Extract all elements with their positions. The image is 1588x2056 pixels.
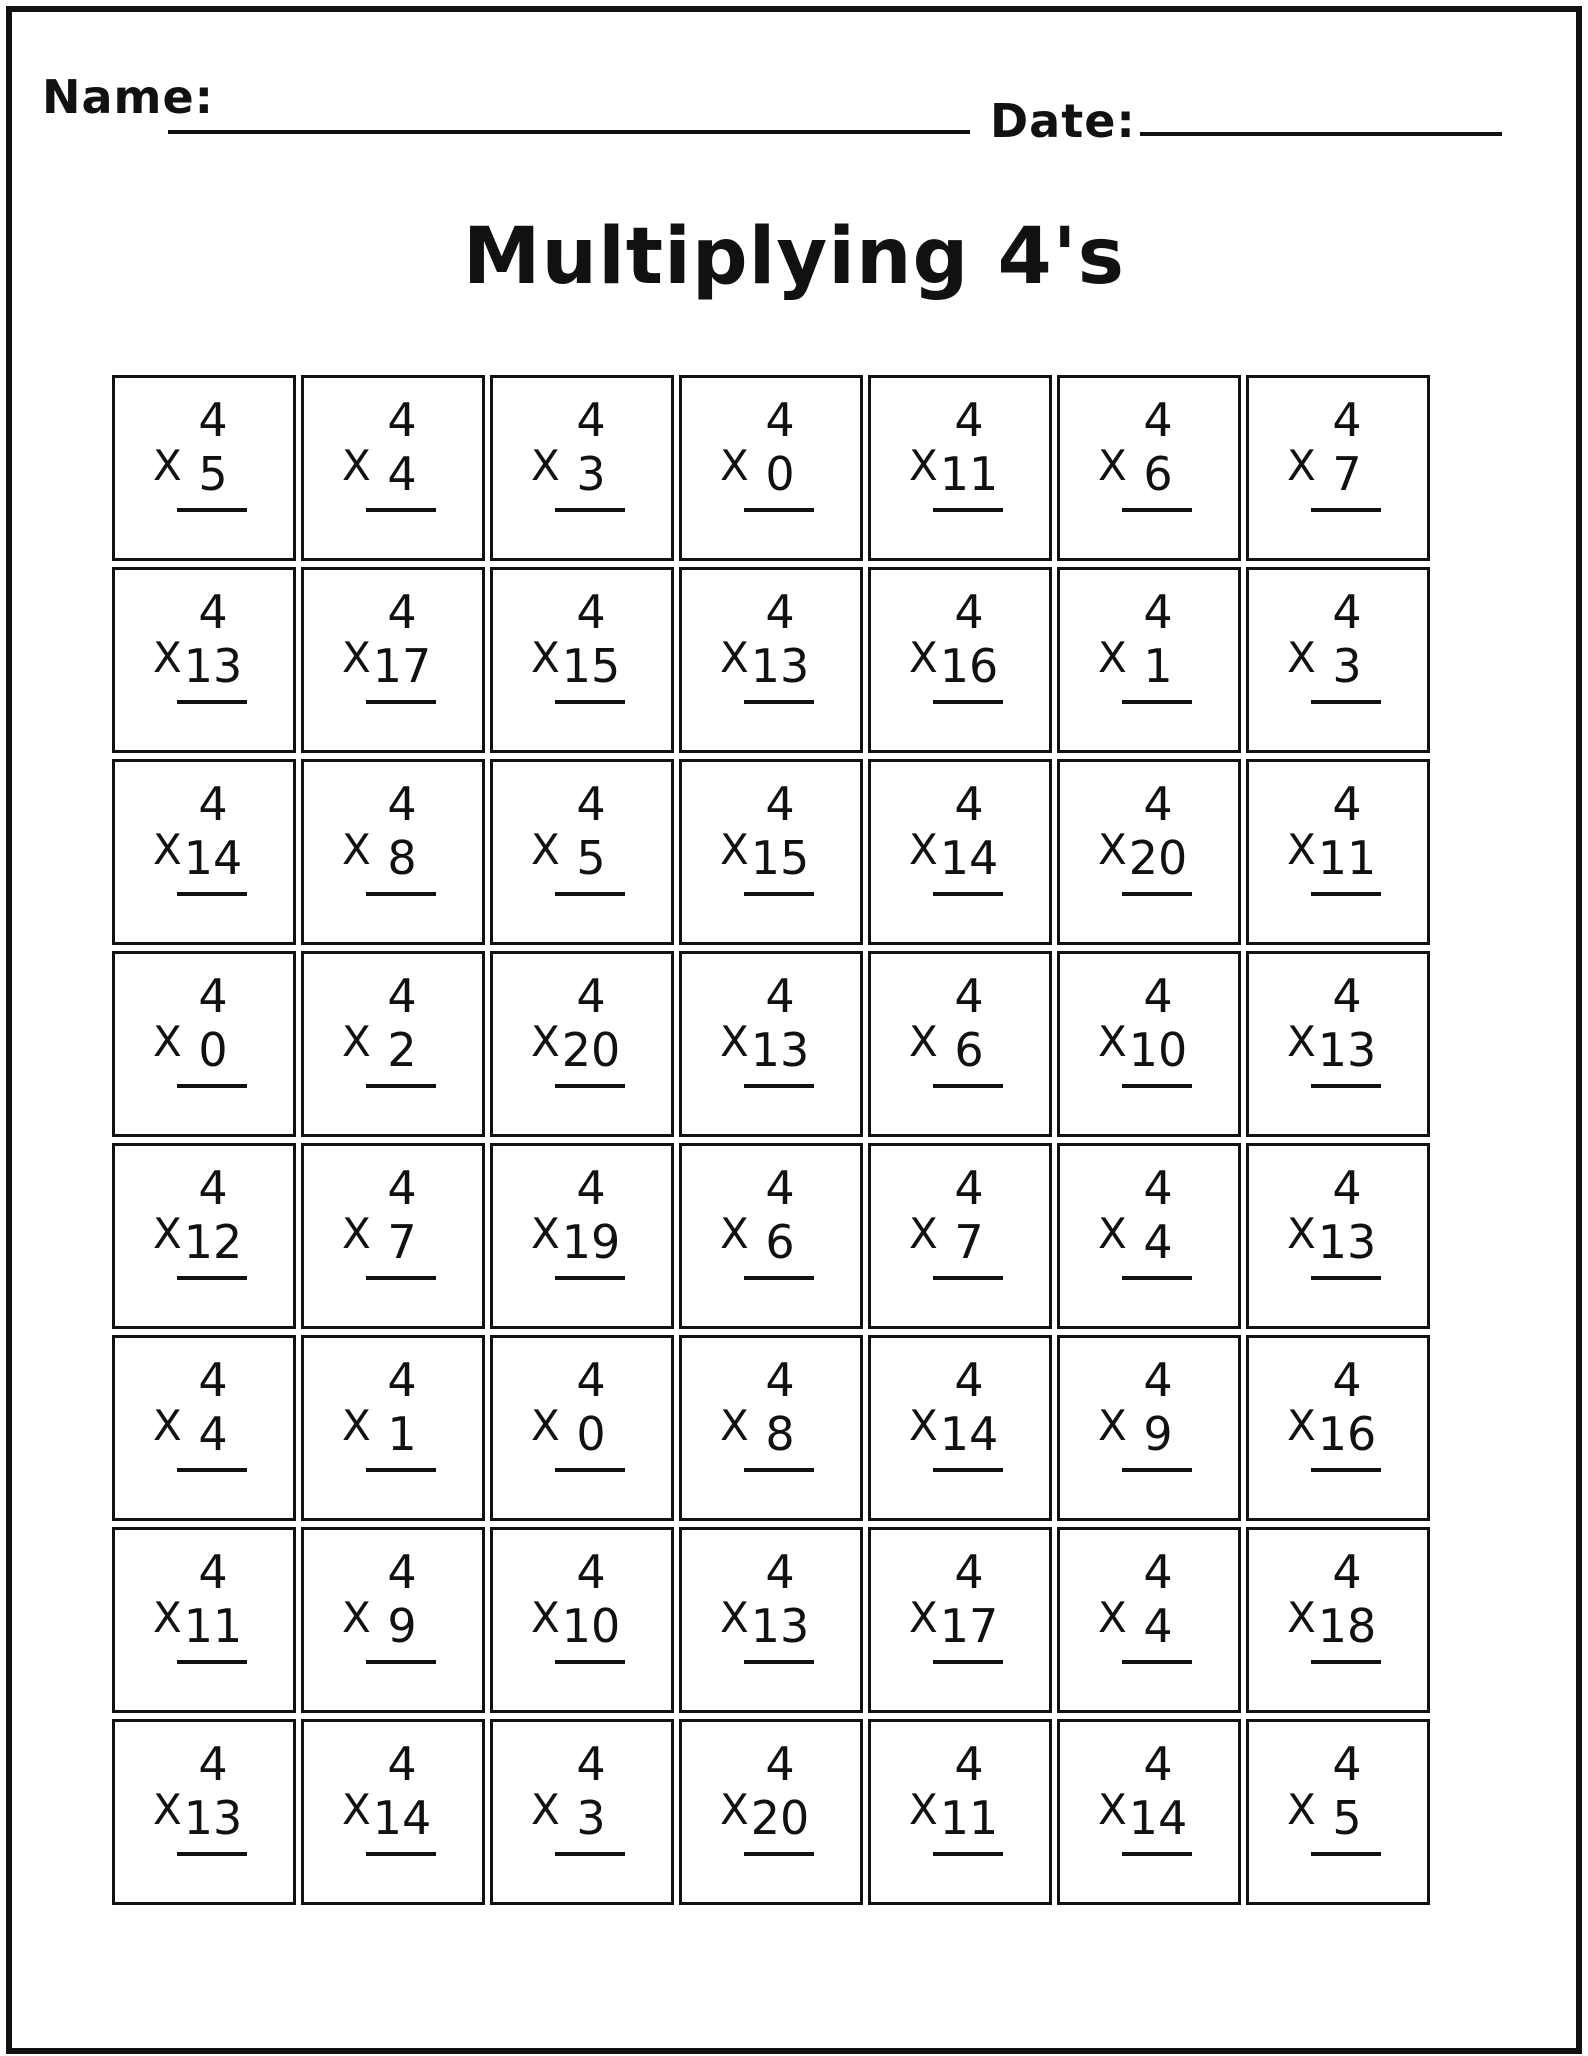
problem-cell: [1057, 951, 1241, 1137]
multiplier: 6: [1143, 447, 1173, 501]
times-sign: X: [909, 633, 938, 682]
problem-cell: [679, 1719, 863, 1905]
multiplicand: 4: [1332, 1545, 1362, 1599]
multiplicand: 4: [387, 777, 417, 831]
multiplier: 20: [1128, 831, 1188, 885]
problem-cell: [490, 375, 674, 561]
worksheet-header: [30, 70, 1530, 148]
multiplicand: 4: [1332, 393, 1362, 447]
answer-line[interactable]: [1311, 1852, 1381, 1856]
multiplier: 18: [1317, 1599, 1377, 1653]
times-sign: X: [1287, 1593, 1316, 1642]
problem-cell: [301, 951, 485, 1137]
multiplier: 10: [1128, 1023, 1188, 1077]
multiplier: 3: [576, 1791, 606, 1845]
multiplier: 0: [765, 447, 795, 501]
multiplicand: 4: [1143, 585, 1173, 639]
times-sign: X: [342, 1593, 371, 1642]
times-sign: X: [1098, 1593, 1127, 1642]
problem-cell: [1057, 567, 1241, 753]
answer-line[interactable]: [744, 700, 814, 704]
answer-line[interactable]: [366, 1660, 436, 1664]
multiplier: 16: [939, 639, 999, 693]
date-field[interactable]: [1140, 132, 1502, 136]
multiplicand: 4: [576, 1545, 606, 1599]
times-sign: X: [531, 633, 560, 682]
times-sign: X: [909, 1209, 938, 1258]
multiplicand: 4: [1143, 777, 1173, 831]
answer-line[interactable]: [1311, 1276, 1381, 1280]
problem-cell: [112, 1335, 296, 1521]
answer-line[interactable]: [933, 1468, 1003, 1472]
multiplicand: 4: [954, 1161, 984, 1215]
problem-cell: [868, 1719, 1052, 1905]
answer-line[interactable]: [1122, 1084, 1192, 1088]
problem-cell: [868, 375, 1052, 561]
times-sign: X: [720, 1785, 749, 1834]
multiplicand: 4: [1143, 969, 1173, 1023]
times-sign: X: [1287, 1209, 1316, 1258]
name-field[interactable]: [168, 130, 970, 134]
times-sign: X: [1098, 1401, 1127, 1450]
problem-cell: [868, 951, 1052, 1137]
multiplier: 7: [954, 1215, 984, 1269]
multiplicand: 4: [198, 1353, 228, 1407]
times-sign: X: [1098, 1785, 1127, 1834]
multiplier: 8: [387, 831, 417, 885]
multiplicand: 4: [576, 1737, 606, 1791]
times-sign: X: [1287, 441, 1316, 490]
multiplicand: 4: [198, 1161, 228, 1215]
multiplier: 1: [1143, 639, 1173, 693]
answer-line[interactable]: [555, 508, 625, 512]
answer-line[interactable]: [1311, 508, 1381, 512]
multiplicand: 4: [387, 1545, 417, 1599]
multiplicand: 4: [198, 777, 228, 831]
answer-line[interactable]: [1122, 1276, 1192, 1280]
problem-cell: [679, 1527, 863, 1713]
problem-cell: [301, 759, 485, 945]
multiplier: 17: [372, 639, 432, 693]
answer-line[interactable]: [744, 1276, 814, 1280]
problem-cell: [1246, 1527, 1430, 1713]
times-sign: X: [720, 633, 749, 682]
times-sign: X: [153, 1401, 182, 1450]
times-sign: X: [342, 1401, 371, 1450]
answer-line[interactable]: [366, 1852, 436, 1856]
answer-line[interactable]: [933, 1660, 1003, 1664]
times-sign: X: [1287, 633, 1316, 682]
answer-line[interactable]: [1122, 508, 1192, 512]
times-sign: X: [1098, 633, 1127, 682]
answer-line[interactable]: [1122, 892, 1192, 896]
multiplier: 5: [1332, 1791, 1362, 1845]
multiplicand: 4: [198, 1737, 228, 1791]
answer-line[interactable]: [555, 1276, 625, 1280]
problem-cell: [490, 1143, 674, 1329]
times-sign: X: [720, 441, 749, 490]
multiplier: 1: [387, 1407, 417, 1461]
times-sign: X: [531, 441, 560, 490]
problem-cell: [679, 951, 863, 1137]
times-sign: X: [342, 825, 371, 874]
multiplier: 9: [387, 1599, 417, 1653]
answer-line[interactable]: [555, 1084, 625, 1088]
multiplier: 11: [939, 1791, 999, 1845]
multiplier: 6: [954, 1023, 984, 1077]
problem-cell: [490, 759, 674, 945]
times-sign: X: [153, 1017, 182, 1066]
answer-line[interactable]: [366, 892, 436, 896]
answer-line[interactable]: [744, 1660, 814, 1664]
multiplicand: 4: [1143, 1161, 1173, 1215]
multiplier: 13: [1317, 1215, 1377, 1269]
problem-cell: [301, 1143, 485, 1329]
multiplier: 13: [183, 1791, 243, 1845]
multiplicand: 4: [576, 393, 606, 447]
answer-line[interactable]: [555, 1660, 625, 1664]
multiplicand: 4: [1332, 969, 1362, 1023]
times-sign: X: [531, 1017, 560, 1066]
answer-line[interactable]: [933, 1852, 1003, 1856]
name-label: Name:: [42, 70, 215, 124]
multiplicand: 4: [954, 1545, 984, 1599]
multiplier: 14: [1128, 1791, 1188, 1845]
multiplicand: 4: [198, 1545, 228, 1599]
multiplicand: 4: [765, 777, 795, 831]
multiplier: 8: [765, 1407, 795, 1461]
problem-cell: [301, 375, 485, 561]
multiplier: 0: [576, 1407, 606, 1461]
multiplier: 15: [561, 639, 621, 693]
multiplier: 5: [198, 447, 228, 501]
multiplicand: 4: [1332, 1161, 1362, 1215]
multiplicand: 4: [198, 969, 228, 1023]
times-sign: X: [1287, 1785, 1316, 1834]
problem-cell: [1057, 1527, 1241, 1713]
problem-cell: [1057, 375, 1241, 561]
problem-cell: [1246, 567, 1430, 753]
times-sign: X: [909, 441, 938, 490]
problem-cell: [490, 567, 674, 753]
answer-line[interactable]: [933, 892, 1003, 896]
answer-line[interactable]: [366, 1468, 436, 1472]
times-sign: X: [1098, 1017, 1127, 1066]
multiplier: 3: [1332, 639, 1362, 693]
answer-line[interactable]: [744, 508, 814, 512]
problem-cell: [868, 1335, 1052, 1521]
problem-cell: [679, 759, 863, 945]
multiplicand: 4: [765, 585, 795, 639]
answer-line[interactable]: [177, 700, 247, 704]
times-sign: X: [720, 1017, 749, 1066]
multiplicand: 4: [198, 585, 228, 639]
answer-line[interactable]: [1122, 1852, 1192, 1856]
multiplier: 4: [198, 1407, 228, 1461]
problem-cell: [868, 1143, 1052, 1329]
multiplier: 15: [750, 831, 810, 885]
times-sign: X: [342, 1017, 371, 1066]
multiplicand: 4: [576, 1353, 606, 1407]
problem-grid: [112, 375, 1430, 1905]
answer-line[interactable]: [1311, 1468, 1381, 1472]
answer-line[interactable]: [744, 892, 814, 896]
page-title: Multiplying 4's: [462, 212, 1126, 302]
answer-line[interactable]: [1311, 892, 1381, 896]
times-sign: X: [1287, 1017, 1316, 1066]
times-sign: X: [531, 1209, 560, 1258]
problem-cell: [112, 1527, 296, 1713]
problem-cell: [868, 759, 1052, 945]
multiplicand: 4: [1332, 1353, 1362, 1407]
multiplicand: 4: [387, 969, 417, 1023]
answer-line[interactable]: [1122, 1468, 1192, 1472]
problem-cell: [1246, 1143, 1430, 1329]
problem-cell: [1246, 375, 1430, 561]
multiplicand: 4: [765, 1545, 795, 1599]
answer-line[interactable]: [1311, 1660, 1381, 1664]
multiplier: 10: [561, 1599, 621, 1653]
multiplier: 20: [750, 1791, 810, 1845]
times-sign: X: [909, 1401, 938, 1450]
times-sign: X: [342, 633, 371, 682]
multiplicand: 4: [765, 1353, 795, 1407]
problem-cell: [112, 951, 296, 1137]
times-sign: X: [153, 1785, 182, 1834]
multiplicand: 4: [1332, 1737, 1362, 1791]
answer-line[interactable]: [744, 1852, 814, 1856]
problem-cell: [868, 1527, 1052, 1713]
problem-cell: [112, 759, 296, 945]
multiplicand: 4: [387, 1353, 417, 1407]
answer-line[interactable]: [366, 1084, 436, 1088]
multiplier: 16: [1317, 1407, 1377, 1461]
times-sign: X: [153, 1593, 182, 1642]
multiplicand: 4: [954, 393, 984, 447]
times-sign: X: [1098, 1209, 1127, 1258]
multiplier: 4: [1143, 1215, 1173, 1269]
multiplier: 13: [750, 1023, 810, 1077]
multiplier: 3: [576, 447, 606, 501]
multiplicand: 4: [576, 1161, 606, 1215]
multiplier: 13: [750, 1599, 810, 1653]
answer-line[interactable]: [1311, 700, 1381, 704]
problem-cell: [868, 567, 1052, 753]
multiplicand: 4: [1143, 393, 1173, 447]
multiplier: 17: [939, 1599, 999, 1653]
times-sign: X: [720, 825, 749, 874]
multiplier: 12: [183, 1215, 243, 1269]
multiplicand: 4: [198, 393, 228, 447]
multiplier: 13: [1317, 1023, 1377, 1077]
answer-line[interactable]: [933, 508, 1003, 512]
answer-line[interactable]: [933, 1276, 1003, 1280]
answer-line[interactable]: [933, 700, 1003, 704]
problem-cell: [1057, 1143, 1241, 1329]
times-sign: X: [909, 1785, 938, 1834]
times-sign: X: [531, 1785, 560, 1834]
multiplier: 14: [939, 1407, 999, 1461]
multiplicand: 4: [1332, 585, 1362, 639]
date-label: Date:: [990, 94, 1136, 148]
answer-line[interactable]: [177, 1660, 247, 1664]
multiplicand: 4: [576, 585, 606, 639]
multiplier: 7: [1332, 447, 1362, 501]
problem-cell: [112, 1143, 296, 1329]
multiplier: 7: [387, 1215, 417, 1269]
multiplier: 11: [1317, 831, 1377, 885]
multiplicand: 4: [1143, 1353, 1173, 1407]
problem-cell: [112, 375, 296, 561]
times-sign: X: [153, 633, 182, 682]
problem-cell: [301, 1527, 485, 1713]
times-sign: X: [531, 1593, 560, 1642]
multiplicand: 4: [387, 1737, 417, 1791]
answer-line[interactable]: [366, 508, 436, 512]
problem-cell: [679, 375, 863, 561]
times-sign: X: [909, 825, 938, 874]
times-sign: X: [531, 1401, 560, 1450]
problem-cell: [490, 1719, 674, 1905]
times-sign: X: [1287, 1401, 1316, 1450]
answer-line[interactable]: [744, 1084, 814, 1088]
multiplicand: 4: [954, 585, 984, 639]
multiplicand: 4: [1143, 1545, 1173, 1599]
multiplier: 4: [387, 447, 417, 501]
problem-cell: [112, 567, 296, 753]
multiplier: 14: [372, 1791, 432, 1845]
problem-cell: [112, 1719, 296, 1905]
times-sign: X: [531, 825, 560, 874]
multiplicand: 4: [576, 777, 606, 831]
multiplicand: 4: [954, 969, 984, 1023]
times-sign: X: [342, 1209, 371, 1258]
answer-line[interactable]: [177, 1084, 247, 1088]
multiplicand: 4: [387, 1161, 417, 1215]
times-sign: X: [153, 825, 182, 874]
multiplicand: 4: [1332, 777, 1362, 831]
times-sign: X: [153, 1209, 182, 1258]
times-sign: X: [909, 1017, 938, 1066]
multiplicand: 4: [576, 969, 606, 1023]
answer-line[interactable]: [177, 892, 247, 896]
multiplier: 6: [765, 1215, 795, 1269]
times-sign: X: [909, 1593, 938, 1642]
times-sign: X: [720, 1209, 749, 1258]
answer-line[interactable]: [1122, 1660, 1192, 1664]
times-sign: X: [1098, 825, 1127, 874]
times-sign: X: [720, 1593, 749, 1642]
problem-cell: [1246, 759, 1430, 945]
problem-cell: [301, 1719, 485, 1905]
multiplier: 20: [561, 1023, 621, 1077]
multiplier: 14: [939, 831, 999, 885]
times-sign: X: [153, 441, 182, 490]
answer-line[interactable]: [1122, 700, 1192, 704]
multiplier: 11: [183, 1599, 243, 1653]
problem-cell: [679, 1335, 863, 1521]
answer-line[interactable]: [177, 1276, 247, 1280]
multiplicand: 4: [765, 393, 795, 447]
multiplier: 11: [939, 447, 999, 501]
multiplicand: 4: [765, 1161, 795, 1215]
times-sign: X: [342, 1785, 371, 1834]
times-sign: X: [720, 1401, 749, 1450]
multiplier: 9: [1143, 1407, 1173, 1461]
multiplier: 0: [198, 1023, 228, 1077]
times-sign: X: [342, 441, 371, 490]
problem-cell: [1057, 1335, 1241, 1521]
multiplicand: 4: [387, 393, 417, 447]
problem-cell: [490, 1335, 674, 1521]
multiplicand: 4: [765, 1737, 795, 1791]
problem-cell: [679, 567, 863, 753]
problem-cell: [1246, 1335, 1430, 1521]
multiplicand: 4: [765, 969, 795, 1023]
multiplier: 19: [561, 1215, 621, 1269]
times-sign: X: [1287, 825, 1316, 874]
multiplier: 2: [387, 1023, 417, 1077]
answer-line[interactable]: [366, 1276, 436, 1280]
problem-cell: [490, 1527, 674, 1713]
answer-line[interactable]: [555, 892, 625, 896]
times-sign: X: [1098, 441, 1127, 490]
multiplicand: 4: [954, 1353, 984, 1407]
answer-line[interactable]: [177, 508, 247, 512]
answer-line[interactable]: [177, 1468, 247, 1472]
multiplicand: 4: [954, 1737, 984, 1791]
problem-cell: [1246, 1719, 1430, 1905]
answer-line[interactable]: [555, 1852, 625, 1856]
answer-line[interactable]: [1311, 1084, 1381, 1088]
multiplier: 13: [183, 639, 243, 693]
problem-cell: [301, 1335, 485, 1521]
answer-line[interactable]: [933, 1084, 1003, 1088]
problem-cell: [490, 951, 674, 1137]
multiplier: 5: [576, 831, 606, 885]
problem-cell: [1057, 1719, 1241, 1905]
problem-cell: [301, 567, 485, 753]
multiplier: 4: [1143, 1599, 1173, 1653]
problem-cell: [1246, 951, 1430, 1137]
problem-cell: [1057, 759, 1241, 945]
answer-line[interactable]: [744, 1468, 814, 1472]
answer-line[interactable]: [555, 700, 625, 704]
multiplicand: 4: [954, 777, 984, 831]
multiplicand: 4: [387, 585, 417, 639]
answer-line[interactable]: [555, 1468, 625, 1472]
answer-line[interactable]: [177, 1852, 247, 1856]
multiplier: 14: [183, 831, 243, 885]
answer-line[interactable]: [366, 700, 436, 704]
problem-cell: [679, 1143, 863, 1329]
multiplicand: 4: [1143, 1737, 1173, 1791]
multiplier: 13: [750, 639, 810, 693]
